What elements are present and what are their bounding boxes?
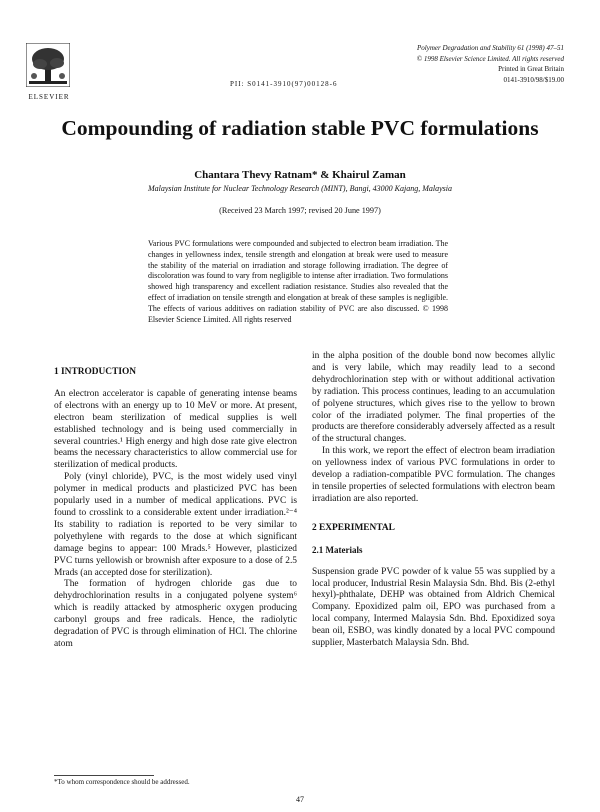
publisher-name: ELSEVIER bbox=[28, 93, 70, 101]
paragraph: In this work, we report the effect of electron beam irradiation on yellowness index of various PVC formulations in order to develop a radiation-compatible PVC formulation. The changes in tensile properties of selected formulations with electron beam irradiation are also reported. bbox=[312, 446, 555, 504]
section-heading-introduction: 1 INTRODUCTION bbox=[54, 367, 137, 377]
copyright-line: © 1998 Elsevier Science Limited. All rights reserved bbox=[416, 54, 564, 63]
pii-code: PII: S0141-3910(97)00128-6 bbox=[230, 80, 338, 88]
left-column bbox=[54, 367, 297, 651]
footnote-rule bbox=[54, 775, 154, 776]
abstract: Various PVC formulations were compounded and subjected to electron beam irradiation. The changes in yellowness index, tensile strength and elongation at break were used to measure the stability of the material on irradiation and storage following irradiation. The degree of discoloration was found to vary from negligible to intense after irradiation. Two formulations showed high transparency and excellent radiation resistance. Studies also revealed that the effect of irradiation on tensile strength and elongation at break of these samples is negligible. The effects of various additives on radiation stability of PVC are also discussed. © 1998 Elsevier Science Limited. All rights reserved bbox=[148, 239, 448, 324]
journal-line: Polymer Degradation and Stability 61 (1998) 47–51 bbox=[417, 44, 564, 52]
affiliation: Malaysian Institute for Nuclear Technology Research (MINT), Bangi, 43000 Kajang, Malaysia bbox=[147, 184, 453, 193]
paragraph: The formation of hydrogen chloride gas due to dehydrochlorination results in a conjugated polyene system⁶ which is readily attacked by atmospheric oxygen producing carbonyl groups and free radicals. Hence, the radiolytic degradation of PVC is through elimination of HCl. The chlorine atom bbox=[54, 579, 297, 649]
printed-line: Printed in Great Britain bbox=[498, 65, 564, 73]
paragraph: Suspension grade PVC powder of k value 55 was supplied by a local producer, Industrial Resin Malaysia Sdn. Bhd. Bis (2-ethyl hexyl)-phthalate, DEHP was obtained from Aldrich Chemical Company. Epoxidized palm oil, EPO was purchased from a local company, Intermed Malaysia Sdn. Bhd. Epoxidized soya bean oil, ESBO, was kindly donated by a local PVC compound supplier, Masterbatch Malaysia Sdn. Bhd. bbox=[312, 566, 555, 649]
subsection-heading-materials: 2.1 Materials bbox=[312, 544, 363, 555]
section-heading-experimental: 2 EXPERIMENTAL bbox=[312, 522, 395, 533]
authors: Chantara Thevy Ratnam* & Khairul Zaman bbox=[194, 169, 406, 181]
article-title: Compounding of radiation stable PVC formulations bbox=[61, 116, 539, 140]
footnote: *To whom correspondence should be addressed. bbox=[54, 778, 190, 786]
page-number: 47 bbox=[296, 795, 304, 804]
publisher-logo bbox=[26, 43, 72, 101]
received-dates: (Received 23 March 1997; revised 20 June 1997) bbox=[219, 206, 381, 215]
journal-header bbox=[364, 43, 564, 85]
paragraph: in the alpha position of the double bond now becomes allylic and is very labile, which may readily lead to a second dehydrochlorination step with or without additional activation by radiation. This process continues, leading to an accumulation of polyene structures, which gives rise to the yellow to brown color of the irradiated polymer. The final properties of the products are therefore considerably adversely affected as a result of the structural changes. bbox=[312, 351, 555, 445]
elsevier-tree-icon bbox=[26, 43, 70, 87]
right-column bbox=[312, 351, 555, 650]
issn-line: 0141-3910/98/$19.00 bbox=[503, 75, 564, 84]
paragraph: An electron accelerator is capable of generating intense beams of electrons with an energy up to 10 MeV or more. At present, electron beam sterilization of medical supplies is well established technology and is being used commercially in several countries.¹ High energy and high dose rate give electron beams the necessary characteristics to allow commercial use for sterilization of medical products. bbox=[54, 388, 297, 471]
paragraph: Poly (vinyl chloride), PVC, is the most widely used vinyl polymer in medical products and plasticized PVC has been popularly used in a number of medical applications. PVC is found to crosslink to a considerable extent under irradiation.²⁻⁴ Its stability to radiation is reported to be very similar to polyethylene with regards to the dose at which significant damage begins to appear: 100 Mrads.⁵ However, plasticized PVC turns yellowish or brownish after exposure to a dose of 2.5 Mrads (an accepted dose for sterilization). bbox=[54, 472, 297, 578]
